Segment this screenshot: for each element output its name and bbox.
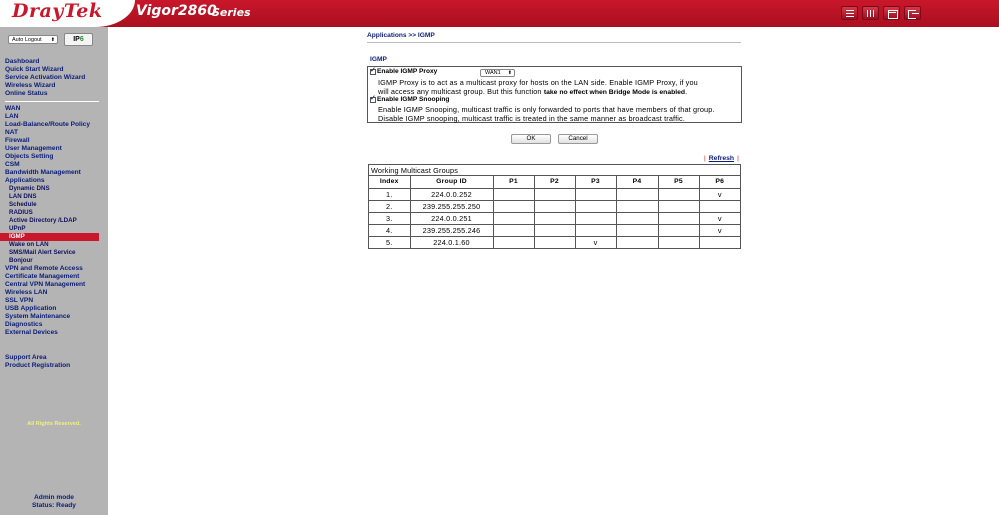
cell-p1 <box>493 236 534 248</box>
cell-index: 3. <box>369 212 410 224</box>
proxy-option-row <box>370 68 437 75</box>
refresh-separator-left: | <box>704 155 706 162</box>
sidebar-subitem-lan-dns[interactable]: LAN DNS <box>9 193 37 200</box>
rights-text: All Rights Reserved. <box>27 421 81 427</box>
proxy-description-1: IGMP Proxy is to act as a multicast proxy for hosts on the LAN side. Enable IGMP Proxy, if you <box>378 78 698 87</box>
sidebar-item-service-activation-wizard[interactable]: Service Activation Wizard <box>5 74 86 81</box>
col-header-group-id: Group ID <box>410 176 493 188</box>
cell-p6 <box>699 200 740 212</box>
sidebar-item-dashboard[interactable]: Dashboard <box>5 58 40 65</box>
proxy-desc-end: . <box>685 87 688 96</box>
col-header-p2: P2 <box>534 176 575 188</box>
table-row <box>369 212 740 224</box>
enable-igmp-proxy-checkbox[interactable] <box>370 69 376 75</box>
sidebar-item-product-registration[interactable]: Product Registration <box>5 362 71 369</box>
sidebar-item-load-balance[interactable]: Load-Balance/Route Policy <box>5 121 91 128</box>
calendar-icon[interactable] <box>883 6 900 20</box>
sidebar <box>0 27 108 515</box>
col-header-index: Index <box>369 176 410 188</box>
sidebar-item-lan[interactable]: LAN <box>5 113 19 120</box>
cell-group-id: 224.0.0.252 <box>410 188 493 200</box>
snooping-description-2: Disable IGMP snooping, multicast traffic is treated in the same manner as broadcast traffic. <box>378 114 686 123</box>
snooping-description-1: Enable IGMP Snooping, multicast traffic is only forwarded to ports that have members of that group. <box>378 105 715 114</box>
cell-p1 <box>493 224 534 236</box>
menu-icon[interactable] <box>841 6 858 20</box>
sidebar-item-nat[interactable]: NAT <box>5 129 19 136</box>
cell-p2 <box>534 200 575 212</box>
sliders-icon[interactable] <box>862 6 879 20</box>
sidebar-subitem-upnp[interactable]: UPnP <box>9 225 26 232</box>
sidebar-subitem-bonjour[interactable]: Bonjour <box>9 257 33 264</box>
admin-mode-text: Admin mode <box>34 494 74 501</box>
sidebar-subitem-active-directory[interactable]: Active Directory /LDAP <box>9 217 77 224</box>
table-row <box>369 236 740 248</box>
table-row <box>369 200 740 212</box>
cell-group-id: 239.255.255.250 <box>410 200 493 212</box>
logout-icon[interactable] <box>904 6 921 20</box>
cell-index: 2. <box>369 200 410 212</box>
cancel-button[interactable]: Cancel <box>558 134 598 144</box>
sidebar-item-applications[interactable]: Applications <box>5 177 45 184</box>
cell-group-id: 224.0.0.251 <box>410 212 493 224</box>
sidebar-item-objects-setting[interactable]: Objects Setting <box>5 153 54 160</box>
ipv6-button[interactable] <box>64 33 93 46</box>
model-name: Vigor2860 <box>136 3 217 19</box>
sidebar-subitem-sms-mail-alert[interactable]: SMS/Mail Alert Service <box>9 249 76 256</box>
sidebar-item-firewall[interactable]: Firewall <box>5 137 30 144</box>
table-row <box>369 224 740 236</box>
cell-p1 <box>493 200 534 212</box>
enable-igmp-snooping-label: Enable IGMP Snooping <box>377 96 450 103</box>
cell-p4 <box>616 236 658 248</box>
sidebar-item-certificate-management[interactable]: Certificate Management <box>5 273 80 280</box>
refresh-link[interactable]: Refresh <box>708 155 735 162</box>
refresh-area <box>704 155 739 162</box>
cell-p2 <box>534 224 575 236</box>
sidebar-item-diagnostics[interactable]: Diagnostics <box>5 321 43 328</box>
proxy-desc-text: will access any multicast group. But this function <box>378 87 544 96</box>
multicast-groups-panel <box>368 164 741 249</box>
sidebar-item-system-maintenance[interactable]: System Maintenance <box>5 313 71 320</box>
sidebar-nav <box>0 58 108 337</box>
status-text: Status: Ready <box>32 502 76 509</box>
cell-p5 <box>658 188 699 200</box>
col-header-p6: P6 <box>699 176 740 188</box>
wan-interface-value: WAN1 <box>485 70 501 76</box>
multicast-groups-table <box>369 176 740 248</box>
table-header-row <box>369 176 740 188</box>
ok-button[interactable]: OK <box>511 134 551 144</box>
sidebar-item-user-management[interactable]: User Management <box>5 145 62 152</box>
multicast-groups-title: Working Multicast Groups <box>369 165 740 176</box>
ipv6-six: 6 <box>79 36 84 43</box>
cell-p1 <box>493 188 534 200</box>
cell-p5 <box>658 224 699 236</box>
cell-p5 <box>658 200 699 212</box>
cell-p4 <box>616 188 658 200</box>
proxy-description-2 <box>378 87 687 96</box>
sidebar-item-external-devices[interactable]: External Devices <box>5 329 58 336</box>
ipv6-label: IP <box>73 36 80 43</box>
logo-area <box>0 0 135 27</box>
wan-interface-select[interactable] <box>480 69 515 77</box>
cell-p6: v <box>699 212 740 224</box>
sidebar-subitem-schedule[interactable]: Schedule <box>9 201 37 208</box>
cell-index: 5. <box>369 236 410 248</box>
proxy-bridge-note: take no effect when Bridge Mode is enabled <box>543 89 686 96</box>
sidebar-subitem-wake-on-lan[interactable]: Wake on LAN <box>9 241 49 248</box>
cell-p3 <box>575 212 616 224</box>
cell-p5 <box>658 212 699 224</box>
breadcrumb-divider <box>367 42 741 43</box>
cell-p2 <box>534 236 575 248</box>
auto-logout-value: Auto Logout <box>12 37 42 43</box>
sidebar-item-wireless-wizard[interactable]: Wireless Wizard <box>5 82 56 89</box>
sidebar-item-support-area[interactable]: Support Area <box>5 354 47 361</box>
top-header <box>0 0 999 27</box>
cell-p4 <box>616 224 658 236</box>
cell-p3 <box>575 188 616 200</box>
nav-divider <box>5 101 99 102</box>
sidebar-support-nav <box>0 354 108 370</box>
cell-p2 <box>534 212 575 224</box>
cell-p4 <box>616 212 658 224</box>
col-header-p1: P1 <box>493 176 534 188</box>
cell-p5 <box>658 236 699 248</box>
enable-igmp-snooping-checkbox[interactable] <box>370 97 376 103</box>
cell-p6: v <box>699 224 740 236</box>
select-arrow-icon: ⬍ <box>50 37 55 43</box>
sidebar-item-csm[interactable]: CSM <box>5 161 20 168</box>
auto-logout-select[interactable] <box>8 35 58 44</box>
cell-p3 <box>575 224 616 236</box>
refresh-separator-right: | <box>737 155 739 162</box>
select-arrow-icon: ⬍ <box>507 70 512 76</box>
cell-p1 <box>493 212 534 224</box>
section-title: IGMP <box>370 56 387 63</box>
cell-p6 <box>699 236 740 248</box>
cell-p3 <box>575 200 616 212</box>
cell-group-id: 239.255.255.246 <box>410 224 493 236</box>
sidebar-item-bandwidth-management[interactable]: Bandwidth Management <box>5 169 81 176</box>
igmp-settings-box <box>367 66 742 123</box>
cell-p3: v <box>575 236 616 248</box>
main-content <box>108 27 999 515</box>
sidebar-item-ssl-vpn[interactable]: SSL VPN <box>5 297 34 304</box>
sidebar-subitem-igmp[interactable]: IGMP <box>0 233 99 241</box>
header-toolbar <box>841 6 921 20</box>
cell-index: 1. <box>369 188 410 200</box>
sidebar-item-usb-application[interactable]: USB Application <box>5 305 57 312</box>
enable-igmp-proxy-label: Enable IGMP Proxy <box>377 68 438 75</box>
sidebar-item-vpn-remote-access[interactable]: VPN and Remote Access <box>5 265 83 272</box>
cell-p6: v <box>699 188 740 200</box>
cell-index: 4. <box>369 224 410 236</box>
snooping-option-row <box>370 96 449 103</box>
col-header-p5: P5 <box>658 176 699 188</box>
sidebar-item-wireless-lan[interactable]: Wireless LAN <box>5 289 48 296</box>
sidebar-item-online-status[interactable]: Online Status <box>5 90 48 97</box>
status-block <box>0 494 108 510</box>
sidebar-subitem-radius[interactable]: RADIUS <box>9 209 33 216</box>
sidebar-item-central-vpn-management[interactable]: Central VPN Management <box>5 281 86 288</box>
col-header-p3: P3 <box>575 176 616 188</box>
sidebar-item-quick-start-wizard[interactable]: Quick Start Wizard <box>5 66 64 73</box>
sidebar-subitem-dynamic-dns[interactable]: Dynamic DNS <box>9 185 50 192</box>
model-series: Series <box>212 6 251 19</box>
draytek-logo: DrayTek <box>12 0 103 22</box>
sidebar-item-wan[interactable]: WAN <box>5 105 21 112</box>
cell-group-id: 224.0.1.60 <box>410 236 493 248</box>
breadcrumb: Applications >> IGMP <box>367 32 435 39</box>
cell-p2 <box>534 188 575 200</box>
cell-p4 <box>616 200 658 212</box>
table-row <box>369 188 740 200</box>
col-header-p4: P4 <box>616 176 658 188</box>
